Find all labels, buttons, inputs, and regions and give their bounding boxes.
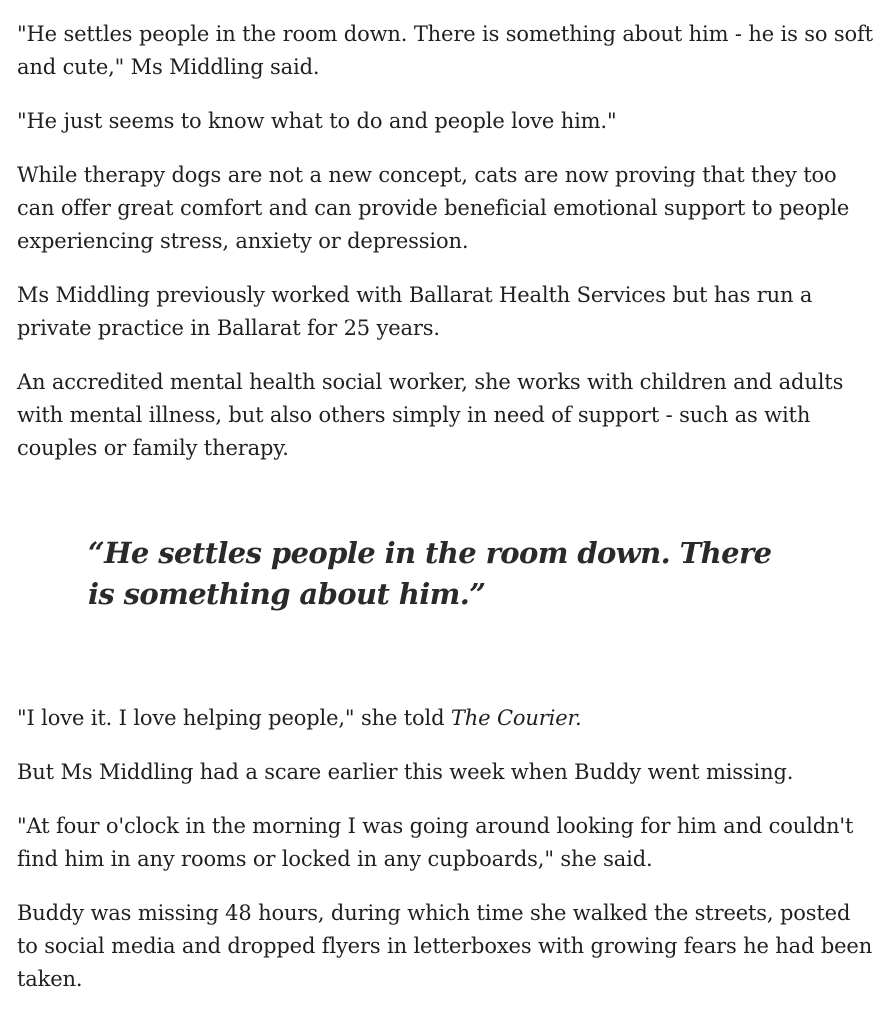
article-paragraph <box>17 702 877 735</box>
article-paragraph: "At four o'clock in the morning I was going around looking for him and couldn't find him in any rooms or locked in any cupboards," she said. <box>17 814 854 871</box>
article-paragraph: "He settles people in the room down. There is something about him - he is so soft and cute," Ms Middling said. <box>17 22 873 79</box>
pull-quote: “He settles people in the room down. There is something about him.” <box>88 536 772 611</box>
article-paragraph: Ms Middling previously worked with Ballarat Health Services but has run a private practice in Ballarat for 25 years. <box>17 283 813 340</box>
publication-name: The Courier. <box>450 706 582 730</box>
article-paragraph: But Ms Middling had a scare earlier this week when Buddy went missing. <box>17 760 794 784</box>
article-body-top <box>17 18 877 465</box>
article-paragraph: Buddy was missing 48 hours, during which time she walked the streets, posted to social media and dropped flyers in letterboxes with growing fears he had been taken. <box>17 901 873 991</box>
article-body-bottom <box>17 702 877 996</box>
quote-intro: "I love it. I love helping people," she told <box>17 706 451 730</box>
article-paragraph: While therapy dogs are not a new concept, cats are now proving that they too can offer great comfort and can provide beneficial emotional support to people experiencing stress, anxiety or depression. <box>17 163 850 253</box>
article-paragraph: An accredited mental health social worker, she works with children and adults with mental illness, but also others simply in need of support - such as with couples or family therapy. <box>17 370 844 460</box>
article-paragraph: "He just seems to know what to do and people love him." <box>17 109 617 133</box>
